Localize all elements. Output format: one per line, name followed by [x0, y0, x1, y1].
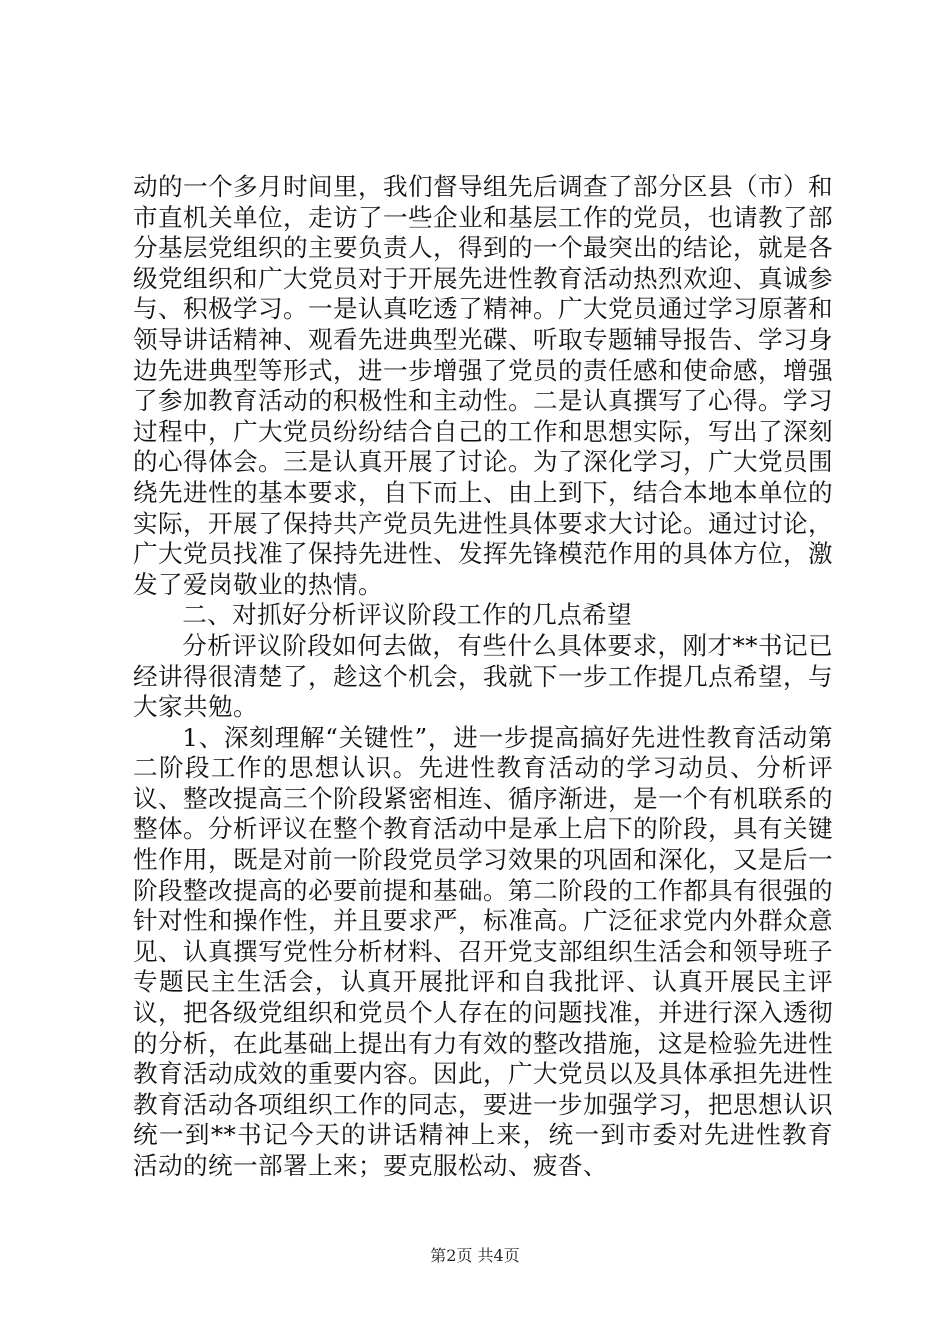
- paragraph-continued: 动的一个多月时间里，我们督导组先后调查了部分区县（市）和市直机关单位，走访了一些企业和基层工作的党员，也请教了部分基层党组织的主要负责人，得到的一个最突出的结论，就是各级党组织和广大党员对于开展先进性教育活动热烈欢迎、真诚参与、积极学习。一是认真吃透了精神。广大党员通过学习原著和领导讲话精神、观看先进典型光碟、听取专题辅导报告、学习身边先进典型等形式，进一步增强了党员的责任感和使命感，增强了参加教育活动的积极性和主动性。二是认真撰写了心得。学习过程中，广大党员纷纷结合自己的工作和思想实际，写出了深刻的心得体会。三是认真开展了讨论。为了深化学习，广大党员围绕先进性的基本要求，自下而上、由上到下，结合本地本单位的实际，开展了保持共产党员先进性具体要求大讨论。通过讨论，广大党员找准了保持先进性、发挥先锋模范作用的具体方位，激发了爱岗敬业的热情。: [133, 172, 833, 599]
- paragraph: 分析评议阶段如何去做，有些什么具体要求，刚才**书记已经讲得很清楚了，趁这个机会，我就下一步工作提几点希望，与大家共勉。: [133, 630, 833, 722]
- section-heading: 二、对抓好分析评议阶段工作的几点希望: [182, 600, 633, 630]
- page-number-footer: 第2页 共4页: [430, 1246, 520, 1265]
- paragraph: 1、深刻理解“关键性”，进一步提高搞好先进性教育活动第二阶段工作的思想认识。先进性教育活动的学习动员、分析评议、整改提高三个阶段紧密相连、循序渐进，是一个有机联系的整体。分析评议在整个教育活动中是承上启下的阶段，具有关键性作用，既是对前一阶段党员学习效果的巩固和深化，又是后一阶段整改提高的必要前提和基础。第二阶段的工作都具有很强的针对性和操作性，并且要求严，标准高。广泛征求党内外群众意见、认真撰写党性分析材料、召开党支部组织生活会和领导班子专题民主生活会，认真开展批评和自我批评、认真开展民主评议，把各级党组织和党员个人存在的问题找准，并进行深入透彻的分析，在此基础上提出有力有效的整改措施，这是检验先进性教育活动成效的重要内容。因此，广大党员以及具体承担先进性教育活动各项组织工作的同志，要进一步加强学习，把思想认识统一到**书记今天的讲话精神上来，统一到市委对先进性教育活动的统一部署上来；要克服松动、疲沓、: [133, 722, 833, 1180]
- document-body: [133, 172, 833, 1182]
